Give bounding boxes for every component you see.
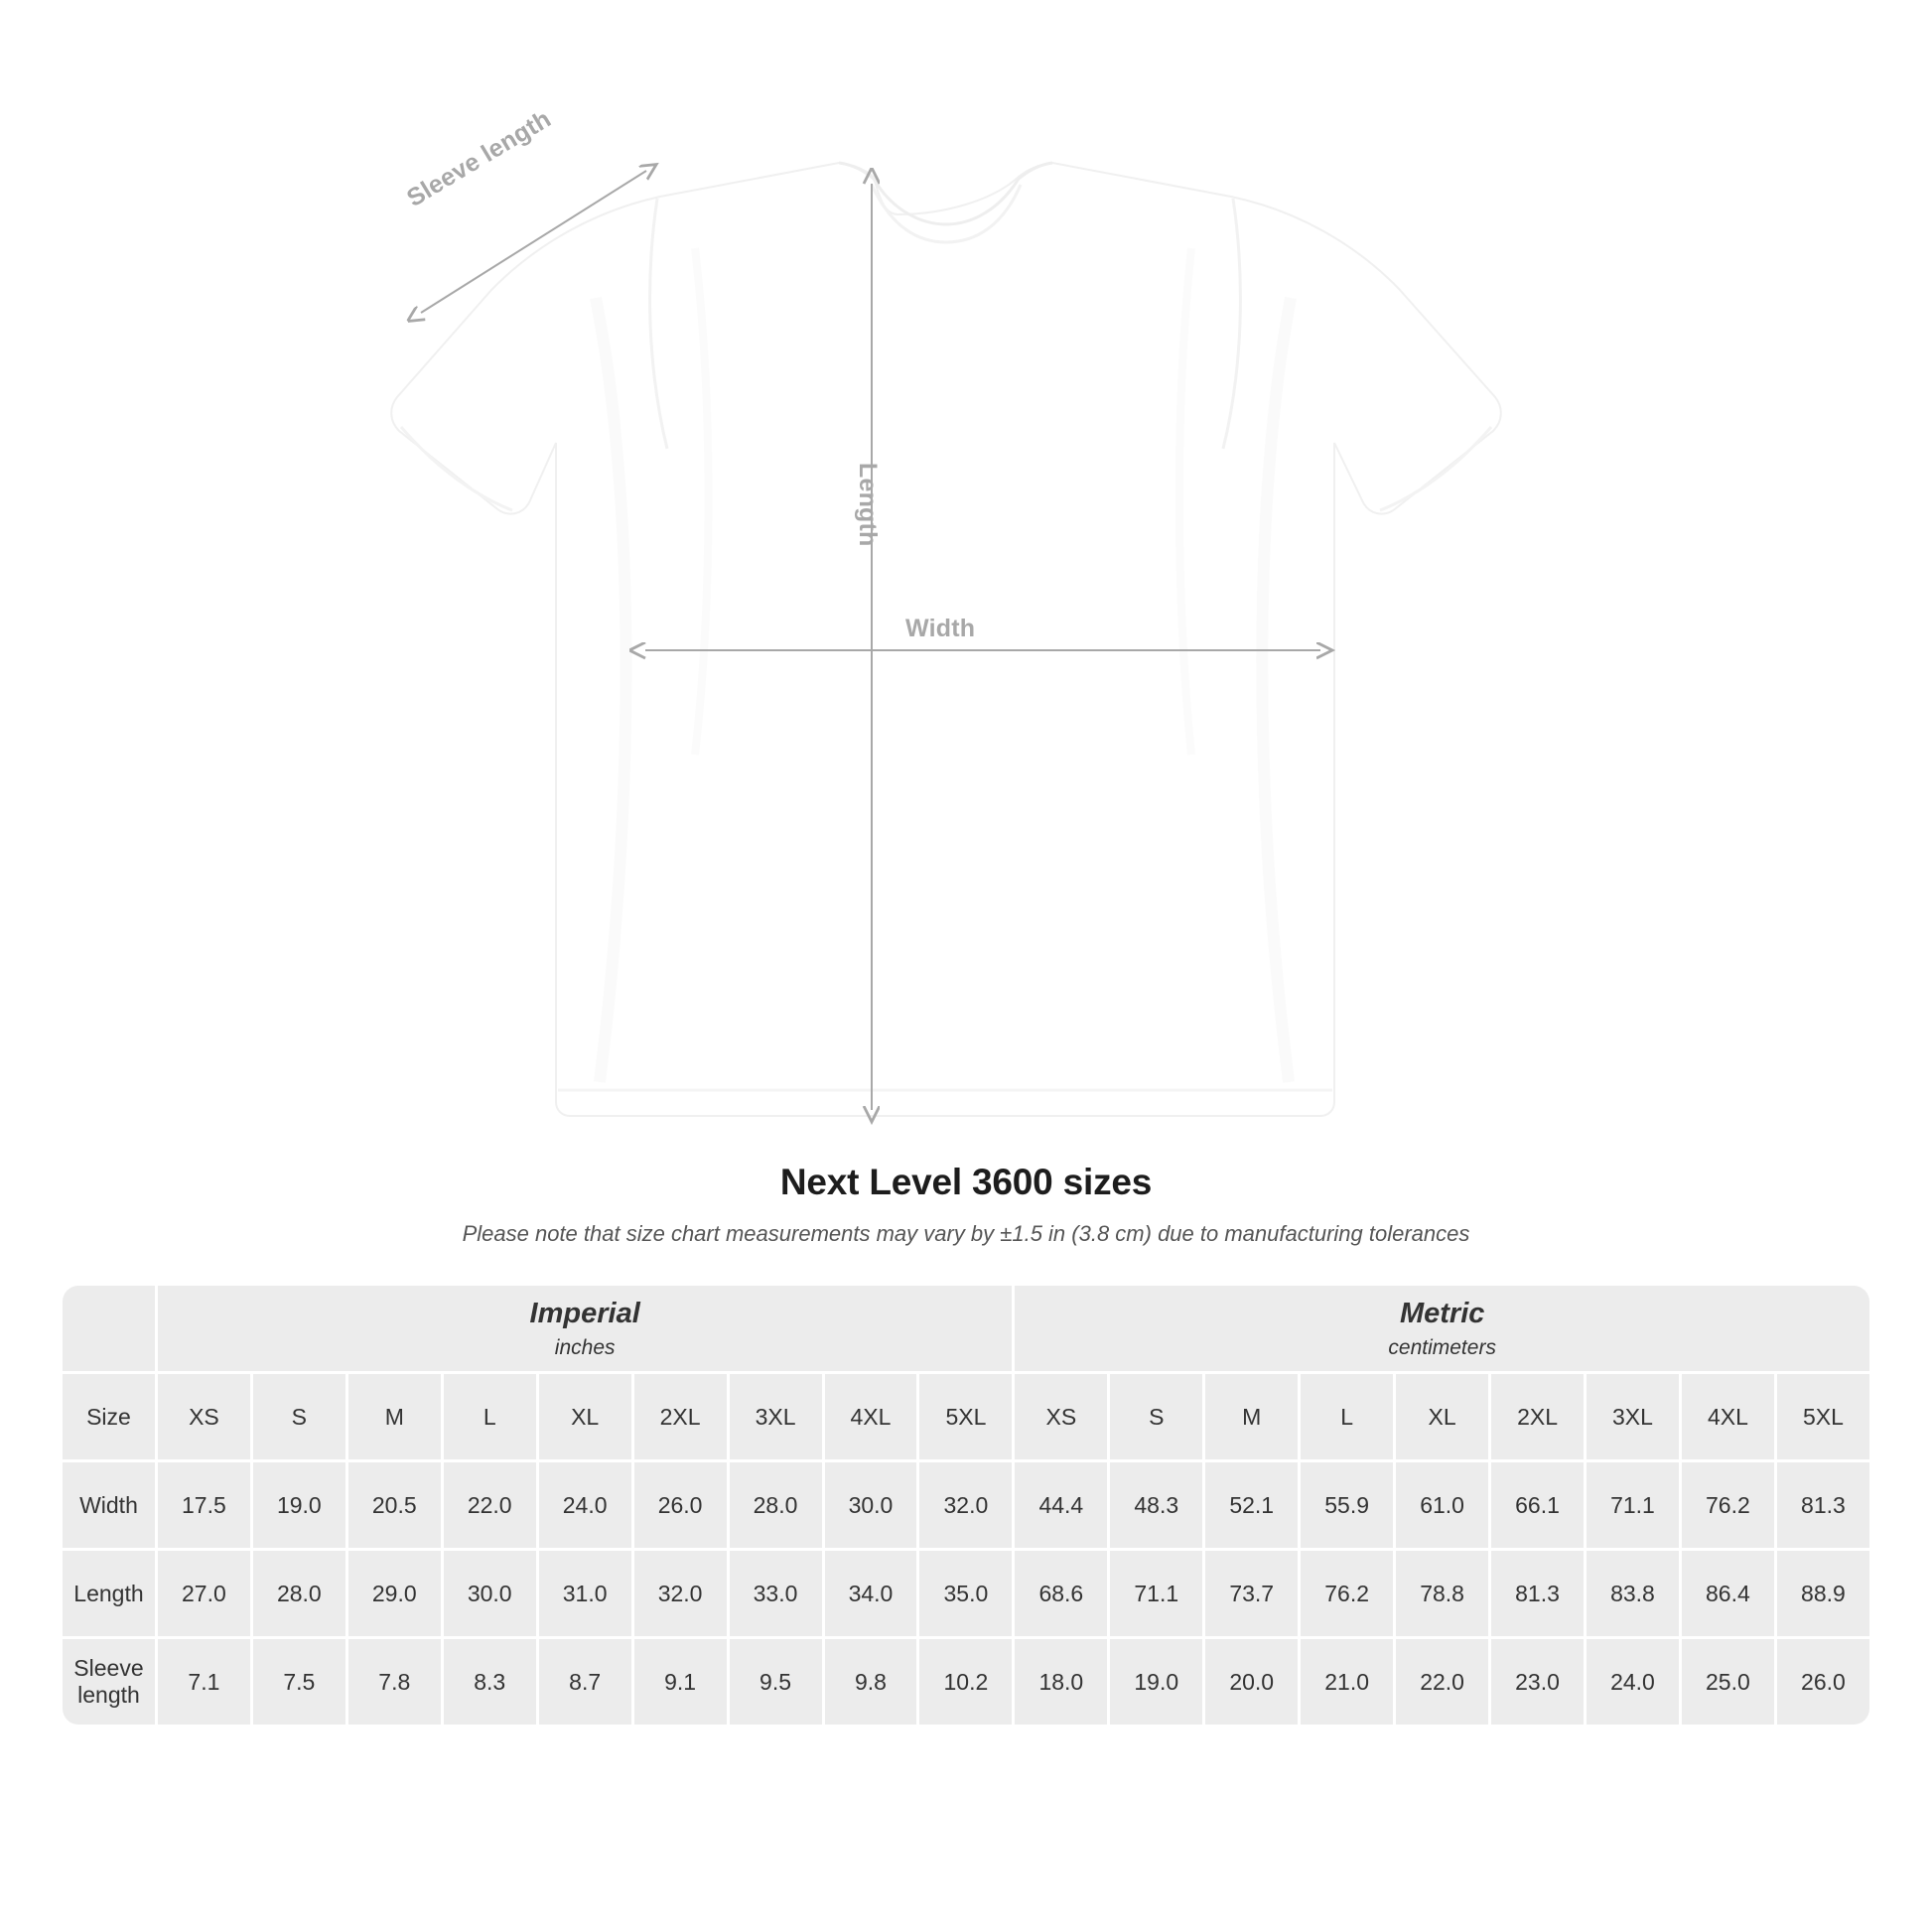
- cell-length-metric-3xl: 83.8: [1587, 1551, 1679, 1636]
- cell-length-metric-4xl: 86.4: [1682, 1551, 1774, 1636]
- cell-sleeve-length-metric-m: 20.0: [1205, 1639, 1298, 1725]
- column-header-imperial-3xl: 3XL: [730, 1374, 822, 1459]
- cell-sleeve-length-metric-xs: 18.0: [1015, 1639, 1107, 1725]
- cell-width-metric-m: 52.1: [1205, 1462, 1298, 1548]
- table-row: [63, 1551, 1869, 1636]
- cell-length-imperial-l: 30.0: [444, 1551, 536, 1636]
- column-header-metric-2xl: 2XL: [1491, 1374, 1584, 1459]
- column-header-metric-xl: XL: [1396, 1374, 1488, 1459]
- cell-width-metric-2xl: 66.1: [1491, 1462, 1584, 1548]
- table-size-header-row: [63, 1374, 1869, 1459]
- column-header-metric-l: L: [1301, 1374, 1393, 1459]
- cell-width-metric-xs: 44.4: [1015, 1462, 1107, 1548]
- imperial-header-title: Imperial: [529, 1297, 640, 1329]
- cell-length-metric-xl: 78.8: [1396, 1551, 1488, 1636]
- cell-width-imperial-m: 20.5: [348, 1462, 441, 1548]
- table-row: [63, 1462, 1869, 1548]
- column-header-imperial-l: L: [444, 1374, 536, 1459]
- metric-header-subtitle: centimeters: [1388, 1335, 1496, 1359]
- cell-length-metric-l: 76.2: [1301, 1551, 1393, 1636]
- column-header-metric-5xl: 5XL: [1777, 1374, 1869, 1459]
- cell-length-imperial-xl: 31.0: [539, 1551, 631, 1636]
- cell-width-metric-xl: 61.0: [1396, 1462, 1488, 1548]
- column-header-imperial-4xl: 4XL: [825, 1374, 917, 1459]
- imperial-header-subtitle: inches: [554, 1335, 616, 1359]
- cell-sleeve-length-metric-4xl: 25.0: [1682, 1639, 1774, 1725]
- cell-length-metric-s: 71.1: [1110, 1551, 1202, 1636]
- metric-header-title: Metric: [1399, 1297, 1485, 1329]
- cell-sleeve-length-imperial-l: 8.3: [444, 1639, 536, 1725]
- cell-length-imperial-2xl: 32.0: [634, 1551, 727, 1636]
- cell-width-metric-4xl: 76.2: [1682, 1462, 1774, 1548]
- cell-sleeve-length-imperial-m: 7.8: [348, 1639, 441, 1725]
- column-header-metric-xs: XS: [1015, 1374, 1107, 1459]
- cell-sleeve-length-metric-5xl: 26.0: [1777, 1639, 1869, 1725]
- width-dimension-label: Width: [905, 615, 976, 642]
- table-corner-cell: [63, 1286, 155, 1371]
- cell-width-imperial-xl: 24.0: [539, 1462, 631, 1548]
- size-row-label: Size: [63, 1374, 155, 1459]
- column-header-imperial-5xl: 5XL: [919, 1374, 1012, 1459]
- cell-sleeve-length-imperial-xs: 7.1: [158, 1639, 250, 1725]
- metric-header: [1015, 1286, 1869, 1371]
- cell-sleeve-length-imperial-5xl: 10.2: [919, 1639, 1012, 1725]
- sleeve-length-dimension-label: Sleeve length: [402, 104, 556, 213]
- imperial-header: [158, 1286, 1012, 1371]
- column-header-imperial-m: M: [348, 1374, 441, 1459]
- column-header-imperial-2xl: 2XL: [634, 1374, 727, 1459]
- cell-width-metric-l: 55.9: [1301, 1462, 1393, 1548]
- cell-sleeve-length-imperial-4xl: 9.8: [825, 1639, 917, 1725]
- cell-sleeve-length-metric-3xl: 24.0: [1587, 1639, 1679, 1725]
- cell-width-imperial-xs: 17.5: [158, 1462, 250, 1548]
- cell-length-imperial-m: 29.0: [348, 1551, 441, 1636]
- column-header-imperial-xl: XL: [539, 1374, 631, 1459]
- cell-length-imperial-5xl: 35.0: [919, 1551, 1012, 1636]
- cell-width-imperial-4xl: 30.0: [825, 1462, 917, 1548]
- row-header-sleeve-length: Sleeve length: [63, 1639, 155, 1725]
- column-header-metric-4xl: 4XL: [1682, 1374, 1774, 1459]
- tolerance-note: Please note that size chart measurements may vary by ±1.5 in (3.8 cm) due to manufacturing tolerances: [462, 1221, 1470, 1246]
- size-table: [60, 1283, 1872, 1727]
- row-header-length: Length: [63, 1551, 155, 1636]
- column-header-imperial-s: S: [253, 1374, 345, 1459]
- row-header-width: Width: [63, 1462, 155, 1548]
- column-header-metric-s: S: [1110, 1374, 1202, 1459]
- cell-sleeve-length-imperial-2xl: 9.1: [634, 1639, 727, 1725]
- cell-length-metric-5xl: 88.9: [1777, 1551, 1869, 1636]
- cell-sleeve-length-imperial-s: 7.5: [253, 1639, 345, 1725]
- cell-sleeve-length-imperial-xl: 8.7: [539, 1639, 631, 1725]
- cell-sleeve-length-metric-xl: 22.0: [1396, 1639, 1488, 1725]
- column-header-metric-m: M: [1205, 1374, 1298, 1459]
- cell-width-imperial-5xl: 32.0: [919, 1462, 1012, 1548]
- cell-length-imperial-4xl: 34.0: [825, 1551, 917, 1636]
- cell-length-imperial-s: 28.0: [253, 1551, 345, 1636]
- cell-width-imperial-l: 22.0: [444, 1462, 536, 1548]
- cell-width-metric-3xl: 71.1: [1587, 1462, 1679, 1548]
- column-header-metric-3xl: 3XL: [1587, 1374, 1679, 1459]
- size-table-wrapper: [60, 1283, 1872, 1727]
- cell-length-metric-2xl: 81.3: [1491, 1551, 1584, 1636]
- cell-sleeve-length-imperial-3xl: 9.5: [730, 1639, 822, 1725]
- cell-length-metric-m: 73.7: [1205, 1551, 1298, 1636]
- page-title: Next Level 3600 sizes: [779, 1162, 1153, 1202]
- cell-width-imperial-3xl: 28.0: [730, 1462, 822, 1548]
- table-unit-header-row: [63, 1286, 1869, 1371]
- length-dimension-label: Length: [854, 463, 882, 547]
- cell-sleeve-length-metric-2xl: 23.0: [1491, 1639, 1584, 1725]
- cell-width-metric-s: 48.3: [1110, 1462, 1202, 1548]
- cell-sleeve-length-metric-s: 19.0: [1110, 1639, 1202, 1725]
- cell-width-metric-5xl: 81.3: [1777, 1462, 1869, 1548]
- table-row: [63, 1639, 1869, 1725]
- cell-length-metric-xs: 68.6: [1015, 1551, 1107, 1636]
- cell-length-imperial-xs: 27.0: [158, 1551, 250, 1636]
- cell-length-imperial-3xl: 33.0: [730, 1551, 822, 1636]
- column-header-imperial-xs: XS: [158, 1374, 250, 1459]
- cell-width-imperial-2xl: 26.0: [634, 1462, 727, 1548]
- cell-width-imperial-s: 19.0: [253, 1462, 345, 1548]
- cell-sleeve-length-metric-l: 21.0: [1301, 1639, 1393, 1725]
- title-block: [0, 1162, 1932, 1247]
